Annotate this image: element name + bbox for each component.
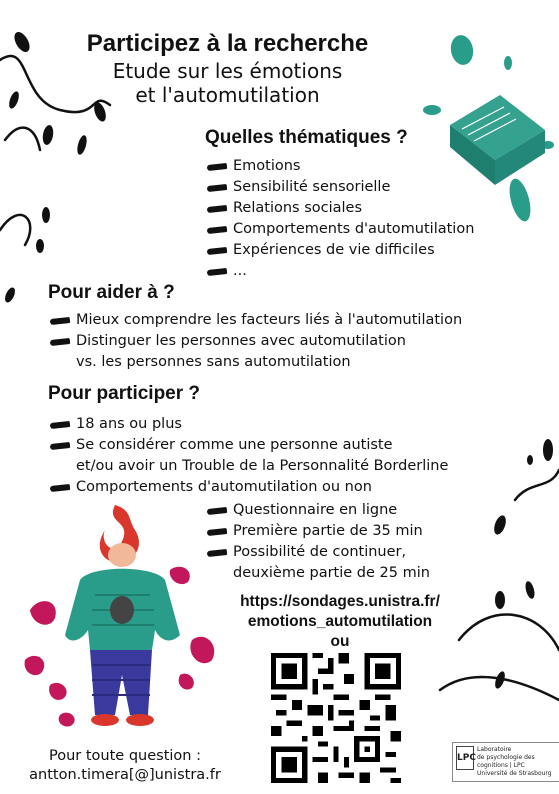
contact-block (20, 747, 230, 785)
page-subtitle-line1: Etude sur les émotions (112, 59, 343, 83)
list-item-line: Se considérer comme une personne autiste (76, 437, 393, 453)
list-item: Emotions (205, 156, 474, 177)
list-item (205, 542, 430, 584)
page-title: Participez à la recherche (86, 30, 369, 57)
participate-list (48, 414, 448, 498)
list-item-line: deuxième partie de 25 min (233, 565, 430, 581)
themes-list (205, 156, 474, 282)
contact-label: Pour toute question : (49, 748, 201, 764)
survey-link[interactable] (210, 592, 470, 652)
list-item-line: et/ou avoir un Trouble de la Personnalité Borderline (76, 458, 449, 474)
list-item: 18 ans ou plus (48, 414, 448, 435)
list-item (48, 435, 448, 477)
page-subtitle-line2: et l'automutilation (135, 83, 320, 107)
list-item: Comportements d'automutilation ou non (48, 477, 448, 498)
survey-link-line2[interactable]: emotions_automutilation (247, 613, 433, 630)
or-label: ou (330, 633, 350, 650)
lab-logo-mark: LPC (456, 746, 474, 770)
help-list (48, 310, 462, 373)
list-item-line: vs. les personnes sans automutilation (76, 354, 351, 370)
list-item: Sensibilité sensorielle (205, 177, 474, 198)
contact-email[interactable]: antton.timera[@]unistra.fr (29, 767, 221, 783)
lab-logo (452, 742, 559, 782)
person-illustration (20, 500, 235, 740)
list-item: Mieux comprendre les facteurs liés à l'automutilation (48, 310, 462, 331)
list-item-line: Possibilité de continuer, (233, 544, 407, 560)
list-item (48, 331, 462, 373)
list-item: Expériences de vie difficiles (205, 240, 474, 261)
list-item: ... (205, 261, 474, 282)
lab-name-line2: de psychologie des cognitions | LPC (477, 754, 535, 769)
list-item: Relations sociales (205, 198, 474, 219)
format-list (205, 500, 430, 584)
list-item: Comportements d'automutilation (205, 219, 474, 240)
list-item: Première partie de 35 min (205, 521, 430, 542)
help-heading: Pour aider à ? (48, 282, 175, 303)
list-item-line: Distinguer les personnes avec automutilation (76, 333, 406, 349)
themes-heading: Quelles thématiques ? (205, 127, 408, 148)
lab-name-line3: Université de Strasbourg (477, 770, 552, 777)
survey-link-line1[interactable]: https://sondages.unistra.fr/ (240, 593, 440, 610)
qr-code[interactable] (271, 653, 401, 783)
lab-name-line1: Laboratoire (477, 746, 512, 753)
participate-heading: Pour participer ? (48, 383, 201, 404)
list-item: Questionnaire en ligne (205, 500, 430, 521)
